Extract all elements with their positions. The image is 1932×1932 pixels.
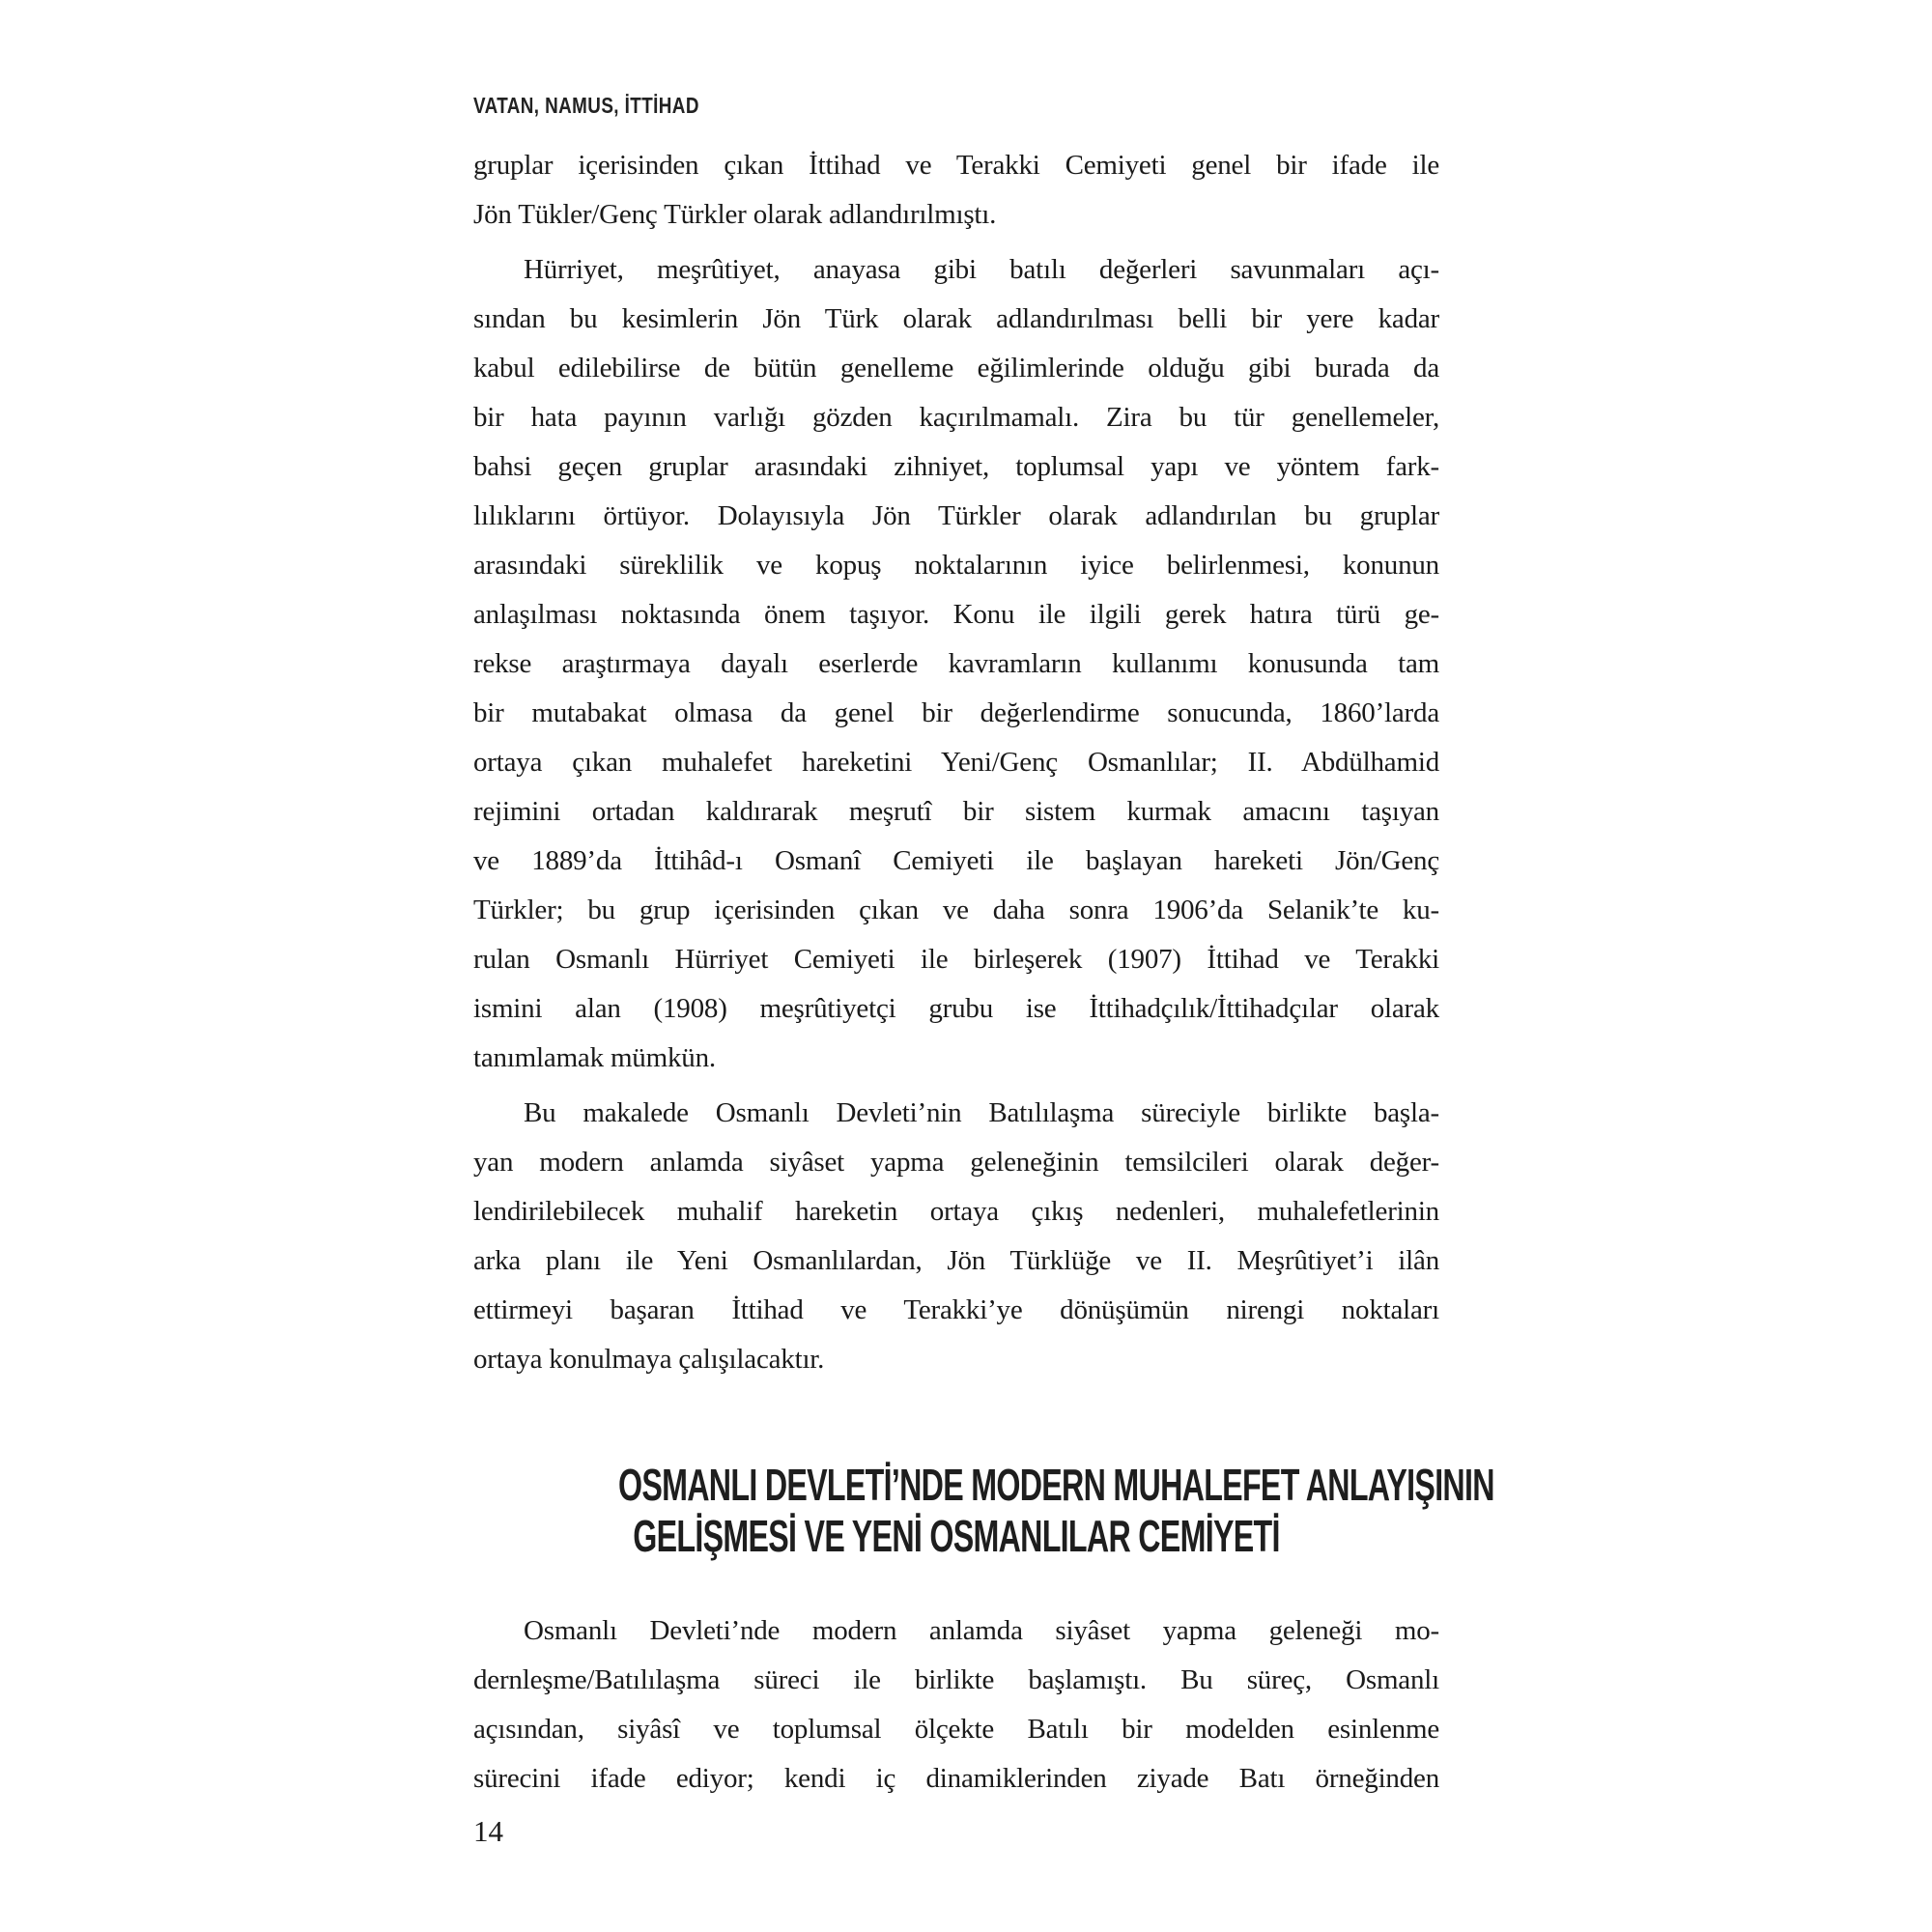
text-line: lendirilebilecek muhalif hareketin ortaya çıkış nedenleri, muhalefetlerinin [473,1196,1439,1227]
text-line: Bu makalede Osmanlı Devleti’nin Batılılaşma süreciyle birlikte başla- [524,1097,1439,1128]
section-heading-line: GELİŞMESİ VE YENİ OSMANLILAR CEMİYETİ [633,1511,1280,1561]
text-line: ismini alan (1908) meşrûtiyetçi grubu ise İttihadçılık/İttihadçılar olarak [473,993,1439,1024]
text-line: sından bu kesimlerin Jön Türk olarak adlandırılması belli bir yere kadar [473,303,1439,334]
section-heading-line: OSMANLI DEVLETİ’NDE MODERN MUHALEFET ANLAYIŞININ [618,1460,1494,1510]
text-line: ortaya konulmaya çalışılacaktır. [473,1344,825,1375]
text-line: arasındaki süreklilik ve kopuş noktalarının iyice belirlenmesi, konunun [473,550,1439,581]
text-line: tanımlamak mümkün. [473,1042,716,1073]
text-line: kabul edilebilirse de bütün genelleme eğilimlerinde olduğu gibi burada da [473,353,1439,384]
text-line: gruplar içerisinden çıkan İttihad ve Terakki Cemiyeti genel bir ifade ile [473,150,1439,181]
text-line: lılıklarını örtüyor. Dolayısıyla Jön Türkler olarak adlandırılan bu gruplar [473,500,1439,531]
text-line: ortaya çıkan muhalefet hareketini Yeni/Genç Osmanlılar; II. Abdülhamid [473,747,1439,778]
text-line: bir mutabakat olmasa da genel bir değerlendirme sonucunda, 1860’larda [473,697,1439,728]
text-line: rejimini ortadan kaldırarak meşrutî bir sistem kurmak amacını taşıyan [473,796,1439,827]
content-blocks [473,141,1494,1809]
text-line: açısından, siyâsî ve toplumsal ölçekte Batılı bir modelden esinlenme [473,1714,1439,1745]
text-line: Jön Tükler/Genç Türkler olarak adlandırılmıştı. [473,199,997,230]
page-number: 14 [473,1814,503,1848]
running-header: VATAN, NAMUS, İTTİHAD [473,93,699,118]
text-line: anlaşılması noktasında önem taşıyor. Konu ile ilgili gerek hatıra türü ge- [473,599,1439,630]
paragraph [473,1606,1439,1804]
section-heading [618,1460,1494,1562]
paragraph [473,141,1439,240]
text-line: arka planı ile Yeni Osmanlılardan, Jön Türklüğe ve II. Meşrûtiyet’i ilân [473,1245,1439,1276]
text-line: bir hata payının varlığı gözden kaçırılmamalı. Zira bu tür genellemeler, [473,402,1439,433]
text-line: ve 1889’da İttihâd-ı Osmanî Cemiyeti ile başlayan hareketi Jön/Genç [473,845,1439,876]
text-line: rekse araştırmaya dayalı eserlerde kavramların kullanımı konusunda tam [473,648,1439,679]
text-line: yan modern anlamda siyâset yapma geleneğinin temsilcileri olarak değer- [473,1147,1439,1178]
paragraph [473,1089,1439,1384]
text-line: Türkler; bu grup içerisinden çıkan ve daha sonra 1906’da Selanik’te ku- [473,895,1439,925]
text-line: Osmanlı Devleti’nde modern anlamda siyâset yapma geleneği mo- [524,1615,1439,1646]
text-line: dernleşme/Batılılaşma süreci ile birlikte başlamıştı. Bu süreç, Osmanlı [473,1664,1439,1695]
text-line: ettirmeyi başaran İttihad ve Terakki’ye dönüşümün nirengi noktaları [473,1294,1439,1325]
paragraph [473,245,1439,1083]
text-line: rulan Osmanlı Hürriyet Cemiyeti ile birleşerek (1907) İttihad ve Terakki [473,944,1439,975]
text-line: sürecini ifade ediyor; kendi iç dinamiklerinden ziyade Batı örneğinden [473,1763,1439,1794]
text-line: bahsi geçen gruplar arasındaki zihniyet, toplumsal yapı ve yöntem fark- [473,451,1439,482]
text-line: Hürriyet, meşrûtiyet, anayasa gibi batılı değerleri savunmaları açı- [524,254,1439,285]
